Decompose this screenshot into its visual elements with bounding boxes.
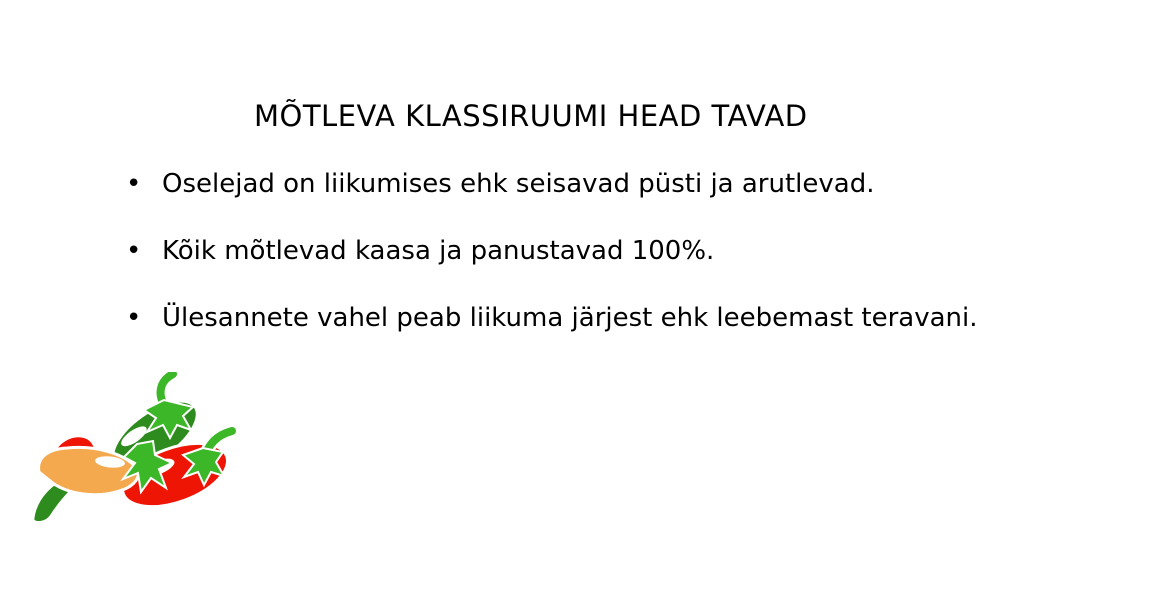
bullet-icon: • <box>126 169 142 199</box>
chili-peppers-illustration <box>25 372 245 522</box>
page-title: MÕTLEVA KLASSIRUUMI HEAD TAVAD <box>254 99 808 134</box>
bullet-text: Kõik mõtlevad kaasa ja panustavad 100%. <box>162 235 715 266</box>
bullet-text: Ülesannete vahel peab liikuma järjest ehk leebemast teravani. <box>162 302 978 333</box>
list-item <box>126 302 978 336</box>
chili-peppers-icon <box>25 372 245 522</box>
bullet-text: Oselejad on liikumises ehk seisavad püsti ja arutlevad. <box>162 169 875 199</box>
list-item <box>126 168 978 202</box>
bullet-icon: • <box>126 235 142 266</box>
bullet-icon: • <box>126 302 142 333</box>
bullet-list <box>126 168 978 368</box>
list-item <box>126 235 978 269</box>
